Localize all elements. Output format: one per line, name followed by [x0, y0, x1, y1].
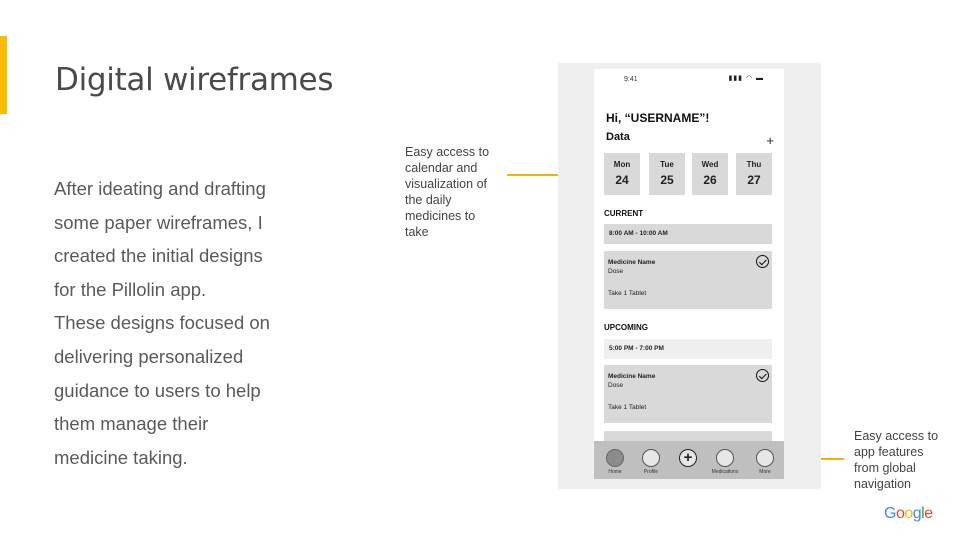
slide-title: Digital wireframes [55, 62, 334, 98]
body-line: After ideating and drafting [54, 178, 266, 199]
accent-bar [0, 36, 7, 114]
phone-wireframe [594, 69, 784, 479]
medicine-name: Medicine Name [608, 373, 656, 380]
nav-profile[interactable] [633, 441, 669, 479]
day-number: 25 [660, 173, 674, 187]
google-logo [884, 505, 933, 523]
day-card-tue[interactable] [649, 153, 685, 195]
day-card-thu[interactable] [736, 153, 772, 195]
day-name: Thu [746, 160, 762, 169]
day-number: 26 [703, 173, 717, 187]
annotation-line: visualization of [405, 177, 487, 191]
day-card-mon[interactable] [604, 153, 640, 195]
annotation-line: navigation [854, 477, 911, 491]
nav-label: Medications [711, 469, 739, 475]
body-line: them manage their [54, 413, 209, 435]
day-name: Tue [660, 160, 674, 169]
annotation-line: from global [854, 461, 916, 475]
profile-icon [642, 449, 660, 467]
upcoming-medicine-card[interactable] [604, 365, 772, 423]
current-medicine-card[interactable] [604, 251, 772, 309]
nav-more[interactable] [747, 441, 783, 479]
check-circle-icon[interactable] [756, 255, 769, 268]
day-name: Wed [701, 160, 719, 169]
body-line: created the initial designs [54, 245, 263, 267]
day-card-wed[interactable] [692, 153, 728, 195]
navigation-annotation [854, 428, 954, 492]
calendar-annotation [405, 144, 501, 240]
medicine-dose: Dose [608, 382, 624, 389]
medicine-dose: Dose [608, 268, 624, 275]
greeting: Hi, “USERNAME”! [606, 111, 710, 125]
logo-letter: e [924, 505, 933, 522]
body-line: some paper wireframes, I [54, 211, 263, 233]
medications-icon [716, 449, 734, 467]
body-line: guidance to users to help [54, 379, 261, 401]
annotation-line: Easy access to [854, 429, 939, 443]
medicine-instruction: Take 1 Tablet [608, 404, 647, 411]
home-icon [606, 449, 624, 467]
more-icon [756, 449, 774, 467]
annotation-line: medicines to [405, 209, 476, 223]
annotation-line: take [405, 225, 429, 239]
plus-icon: + [679, 449, 697, 467]
medicine-instruction: Take 1 Tablet [608, 290, 647, 297]
day-number: 24 [615, 173, 629, 187]
add-icon[interactable]: + [766, 133, 774, 148]
bottom-navigation [594, 441, 784, 479]
nav-label: Profile [643, 469, 659, 475]
logo-letter: o [904, 505, 913, 522]
body-line: medicine taking. [54, 446, 188, 468]
body-paragraph [54, 172, 304, 474]
status-icons: ▮▮▮ ◠ ▬ [728, 75, 764, 82]
nav-label: More [759, 469, 771, 475]
day-number: 27 [747, 173, 761, 187]
status-time: 9:41 [624, 76, 638, 83]
logo-letter: l [921, 505, 925, 522]
logo-letter: g [912, 505, 922, 522]
medicine-name: Medicine Name [608, 259, 656, 266]
body-line: These designs focused on [54, 312, 270, 334]
annotation-line: app features [854, 445, 924, 459]
upcoming-time-slot: 5:00 PM - 7:00 PM [604, 339, 772, 359]
day-name: Mon [613, 160, 631, 169]
data-heading: Data [606, 131, 630, 143]
nav-home[interactable] [597, 441, 633, 479]
current-label: CURRENT [604, 209, 644, 218]
annotation-line: the daily [405, 193, 452, 207]
annotation-line: Easy access to [405, 145, 490, 159]
current-time-slot: 8:00 AM - 10:00 AM [604, 224, 772, 244]
nav-label: Home [608, 469, 622, 475]
body-line: delivering personalized [54, 345, 244, 367]
nav-medications[interactable] [707, 441, 743, 479]
logo-letter: o [895, 505, 905, 522]
nav-add[interactable] [670, 441, 706, 479]
logo-letter: G [884, 505, 896, 522]
body-line: for the Pillolin app. [54, 278, 207, 300]
upcoming-label: UPCOMING [604, 323, 648, 332]
check-circle-icon[interactable] [756, 369, 769, 382]
annotation-line: calendar and [405, 161, 478, 175]
